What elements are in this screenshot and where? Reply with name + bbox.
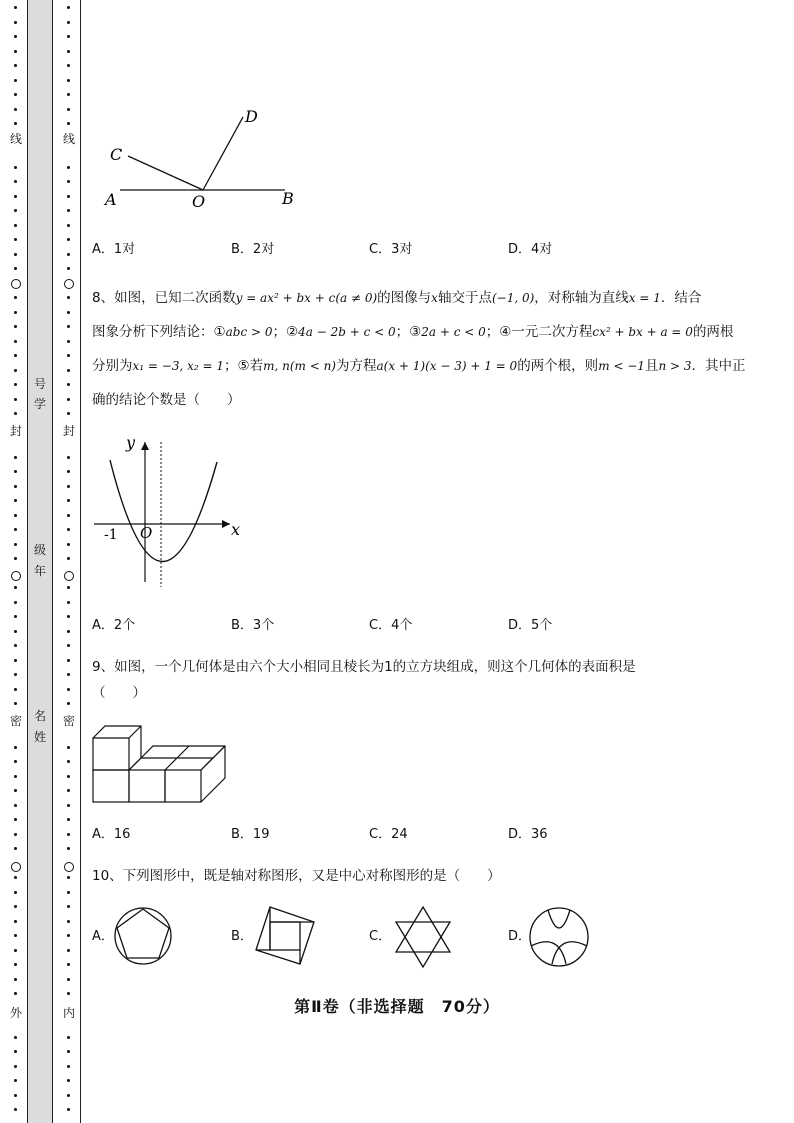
binding-ring-icon	[11, 571, 21, 581]
q10-option-c-label: C．	[369, 929, 392, 944]
binding-dot	[67, 775, 70, 778]
binding-dot	[67, 891, 70, 894]
binding-dot	[67, 702, 70, 705]
q9-cube-bottom-3	[165, 770, 201, 802]
binding-dot	[67, 180, 70, 183]
binding-dot	[14, 630, 17, 633]
outer-label-seal: 封	[9, 424, 22, 438]
binding-dot	[14, 891, 17, 894]
binding-dot	[67, 224, 70, 227]
q8-line-2: 图象分析下列结论：①abc > 0；②4a − 2b + c < 0；③2a + c < 0；④一元二次方程cx² + bx + a = 0的两根	[92, 324, 734, 340]
binding-dot	[14, 1108, 17, 1111]
q9-cube-top-front	[93, 738, 129, 770]
q8-parabola-curve	[110, 460, 217, 562]
q8-option-b: B．3个	[231, 618, 275, 633]
binding-dot	[14, 746, 17, 749]
binding-dot	[67, 209, 70, 212]
binding-dot	[67, 514, 70, 517]
inner-label-secret: 密	[62, 714, 75, 728]
binding-dot	[67, 325, 70, 328]
band-label-nian: 年	[33, 564, 46, 578]
band-label-xing: 姓	[33, 730, 46, 744]
q9-line-2: （ ）	[92, 685, 146, 701]
binding-dot	[67, 963, 70, 966]
binding-dot	[67, 296, 70, 299]
binding-dot	[14, 325, 17, 328]
binding-dot	[67, 804, 70, 807]
q10-figure-c-hexagram	[391, 904, 455, 970]
binding-dot	[67, 267, 70, 270]
binding-dot	[14, 789, 17, 792]
q10-option-d-label: D．	[508, 929, 532, 944]
binding-dot	[14, 21, 17, 24]
q7-ray-od	[203, 117, 243, 190]
binding-dot	[67, 21, 70, 24]
binding-dot	[67, 1094, 70, 1097]
binding-dot	[67, 630, 70, 633]
outer-dot-column	[9, 0, 23, 1123]
binding-dot	[14, 296, 17, 299]
binding-dot	[14, 354, 17, 357]
binding-dot	[14, 804, 17, 807]
binding-dot	[14, 499, 17, 502]
binding-dot	[14, 253, 17, 256]
binding-dot	[67, 644, 70, 647]
section-heading: 第Ⅱ卷（非选择题 70分）	[294, 997, 500, 1016]
binding-dot	[14, 528, 17, 531]
q9-cube-bottom-1	[93, 770, 129, 802]
binding-dot	[14, 1094, 17, 1097]
binding-dot	[14, 934, 17, 937]
binding-dot	[67, 847, 70, 850]
binding-dot	[67, 499, 70, 502]
inner-label-seal: 封	[62, 424, 75, 438]
binding-dot	[67, 673, 70, 676]
margin-divider-line	[80, 0, 81, 1123]
q7-option-a: A．1对	[92, 242, 136, 257]
q10-line-1: 10、下列图形中，既是轴对称图形，又是中心对称图形的是（ ）	[92, 868, 501, 884]
q8-line-1: 8、如图，已知二次函数y = ax² + bx + c(a ≠ 0)的图像与x轴交于点(−1, 0)，对称轴为直线x = 1．结合	[92, 290, 702, 306]
binding-dot	[67, 557, 70, 560]
binding-dot	[14, 470, 17, 473]
binding-dot	[67, 195, 70, 198]
binding-dot	[14, 35, 17, 38]
binding-dot	[14, 238, 17, 241]
binding-dot	[14, 485, 17, 488]
q9-option-a: A．16	[92, 827, 131, 842]
binding-dot	[14, 543, 17, 546]
binding-dot	[67, 412, 70, 415]
binding-dot	[14, 122, 17, 125]
binding-dot	[14, 963, 17, 966]
binding-dot	[67, 1065, 70, 1068]
binding-dot	[67, 238, 70, 241]
binding-dot	[67, 6, 70, 9]
binding-dot	[67, 64, 70, 67]
binding-dot	[14, 659, 17, 662]
binding-dot	[67, 354, 70, 357]
binding-dot	[67, 760, 70, 763]
binding-dot	[14, 615, 17, 618]
binding-dot	[67, 340, 70, 343]
q10-option-b-label: B．	[231, 929, 253, 944]
binding-dot	[14, 905, 17, 908]
q9-cubes-figure	[92, 724, 232, 806]
binding-ring-icon	[64, 571, 74, 581]
q7-label-o: O	[192, 192, 206, 211]
q8-line-3: 分别为x₁ = −3, x₂ = 1；⑤若m, n(m < n)为方程a(x + 1)(x − 3) + 1 = 0的两个根，则m < −1且n > 3．其中正	[92, 358, 746, 374]
binding-margin	[0, 0, 82, 1123]
binding-dot	[14, 64, 17, 67]
binding-dot	[14, 673, 17, 676]
binding-dot	[14, 702, 17, 705]
q7-option-d: D．4对	[508, 242, 553, 257]
binding-ring-icon	[11, 279, 21, 289]
binding-dot	[67, 108, 70, 111]
binding-dot	[14, 166, 17, 169]
q7-ray-oc	[128, 156, 203, 190]
q7-option-b: B．2对	[231, 242, 275, 257]
binding-dot	[14, 876, 17, 879]
q7-angle-figure	[95, 105, 310, 215]
binding-dot	[14, 601, 17, 604]
binding-dot	[67, 905, 70, 908]
binding-dot	[67, 1079, 70, 1082]
binding-dot	[14, 920, 17, 923]
binding-dot	[67, 601, 70, 604]
binding-dot	[14, 79, 17, 82]
binding-dot	[67, 166, 70, 169]
binding-dot	[67, 456, 70, 459]
binding-dot	[14, 50, 17, 53]
binding-dot	[14, 195, 17, 198]
binding-dot	[67, 586, 70, 589]
binding-dot	[67, 934, 70, 937]
binding-dot	[14, 514, 17, 517]
binding-dot	[14, 412, 17, 415]
binding-dot	[14, 267, 17, 270]
binding-dot	[67, 949, 70, 952]
binding-dot	[67, 1036, 70, 1039]
binding-dot	[14, 369, 17, 372]
inner-dot-column	[62, 0, 76, 1123]
binding-dot	[14, 818, 17, 821]
q8-x-arrow	[222, 520, 230, 528]
binding-dot	[14, 775, 17, 778]
binding-dot	[67, 311, 70, 314]
binding-dot	[14, 586, 17, 589]
q8-option-c: C．4个	[369, 618, 413, 633]
q7-label-a: A	[105, 190, 117, 209]
binding-dot	[14, 949, 17, 952]
margin-gray-band	[27, 0, 53, 1123]
q9-option-c: C．24	[369, 827, 408, 842]
binding-dot	[67, 93, 70, 96]
binding-dot	[14, 847, 17, 850]
q9-back-outline	[141, 746, 225, 802]
q10-figure-d-trefoil-circle	[528, 906, 590, 968]
q7-option-c: C．3对	[369, 242, 413, 257]
binding-dot	[67, 398, 70, 401]
binding-dot	[14, 6, 17, 9]
q8-option-d: D．5个	[508, 618, 553, 633]
q10-option-a-label: A．	[92, 929, 114, 944]
outer-label-outside: 外	[9, 1006, 22, 1020]
binding-dot	[67, 35, 70, 38]
q7-label-b: B	[282, 189, 294, 208]
binding-dot	[67, 920, 70, 923]
binding-dot	[14, 978, 17, 981]
binding-dot	[14, 1050, 17, 1053]
binding-dot	[67, 659, 70, 662]
band-label-xue: 学	[33, 397, 46, 411]
q8-y-arrow	[141, 442, 149, 450]
binding-dot	[67, 543, 70, 546]
binding-dot	[67, 833, 70, 836]
binding-dot	[67, 79, 70, 82]
q8-line-4: 确的结论个数是（ ）	[92, 392, 241, 408]
q8-label-neg1: -1	[104, 527, 118, 543]
binding-dot	[14, 1036, 17, 1039]
binding-dot	[67, 470, 70, 473]
q9-cube-bottom-2	[129, 770, 165, 802]
outer-label-secret: 密	[9, 714, 22, 728]
binding-dot	[14, 833, 17, 836]
binding-dot	[67, 485, 70, 488]
binding-ring-icon	[64, 279, 74, 289]
binding-dot	[67, 1108, 70, 1111]
binding-dot	[67, 383, 70, 386]
band-label-ming: 名	[33, 709, 46, 723]
q8-parabola-figure	[92, 432, 252, 592]
binding-ring-icon	[64, 862, 74, 872]
band-label-ji: 级	[33, 543, 46, 557]
q9-line-1: 9、如图，一个几何体是由六个大小相同且棱长为1的立方块组成，则这个几何体的表面积是	[92, 659, 636, 675]
binding-dot	[14, 340, 17, 343]
binding-dot	[14, 209, 17, 212]
binding-dot	[14, 456, 17, 459]
binding-dot	[14, 311, 17, 314]
binding-dot	[67, 253, 70, 256]
q10-figure-b-squares	[252, 904, 318, 970]
binding-dot	[14, 180, 17, 183]
binding-dot	[14, 557, 17, 560]
q9-option-b: B．19	[231, 827, 270, 842]
inner-label-inside: 内	[62, 1006, 75, 1020]
binding-dot	[67, 688, 70, 691]
q7-label-c: C	[110, 145, 123, 164]
binding-dot	[67, 50, 70, 53]
inner-label-line: 线	[62, 132, 75, 146]
binding-dot	[14, 688, 17, 691]
q8-option-a: A．2个	[92, 618, 136, 633]
q8-label-y: y	[126, 433, 136, 452]
q9-option-d: D．36	[508, 827, 548, 842]
binding-dot	[14, 93, 17, 96]
binding-dot	[67, 528, 70, 531]
binding-dot	[14, 108, 17, 111]
q7-label-d: D	[245, 107, 258, 126]
binding-dot	[14, 1079, 17, 1082]
binding-dot	[14, 644, 17, 647]
binding-dot	[67, 615, 70, 618]
binding-dot	[14, 398, 17, 401]
binding-dot	[67, 1050, 70, 1053]
binding-dot	[14, 224, 17, 227]
outer-label-line: 线	[9, 132, 22, 146]
q8-label-x: x	[231, 520, 241, 539]
binding-dot	[67, 818, 70, 821]
binding-dot	[14, 383, 17, 386]
binding-dot	[67, 122, 70, 125]
q8-label-o: O	[140, 524, 153, 542]
binding-dot	[67, 978, 70, 981]
binding-dot	[67, 876, 70, 879]
binding-dot	[14, 1065, 17, 1068]
q10-figure-a-pentagon-in-circle	[113, 906, 173, 966]
binding-dot	[67, 746, 70, 749]
band-label-hao: 号	[33, 377, 46, 391]
binding-dot	[67, 369, 70, 372]
binding-dot	[14, 760, 17, 763]
binding-ring-icon	[11, 862, 21, 872]
binding-dot	[67, 789, 70, 792]
